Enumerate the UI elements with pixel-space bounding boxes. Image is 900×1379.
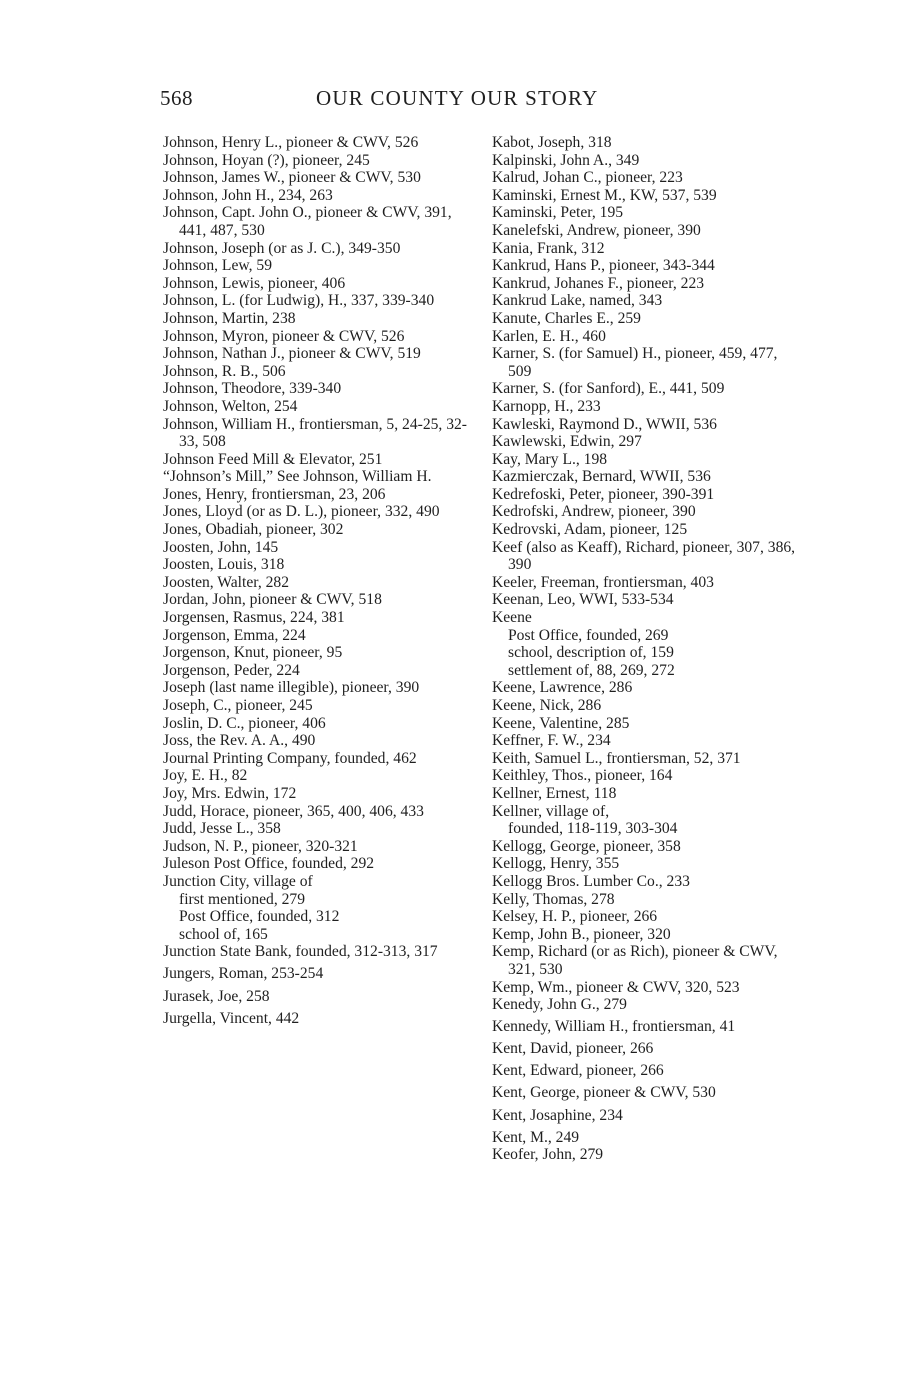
index-entry: Kanute, Charles E., 259 [492, 309, 641, 327]
index-entry: Keene, Lawrence, 286 [492, 679, 633, 697]
index-entry: Johnson, Nathan J., pioneer & CWV, 519 [163, 345, 421, 363]
index-entry: Keene [492, 609, 532, 627]
index-entry: Joosten, Walter, 282 [163, 573, 290, 591]
index-entry: Johnson Feed Mill & Elevator, 251 [163, 450, 383, 468]
index-entry: Kanelefski, Andrew, pioneer, 390 [492, 221, 701, 239]
index-entry: Karner, S. (for Sanford), E., 441, 509 [492, 380, 725, 398]
index-entry: Jorgenson, Peder, 224 [163, 661, 300, 679]
index-entry: Kent, M., 249 [492, 1128, 580, 1146]
index-subentry: founded, 118-119, 303-304 [508, 820, 678, 838]
index-entry: Johnson, John H., 234, 263 [163, 186, 333, 204]
index-entry: Johnson, Lew, 59 [163, 257, 273, 275]
index-entry: Kenedy, John G., 279 [492, 996, 627, 1014]
index-entry: Karlen, E. H., 460 [492, 327, 606, 345]
index-entry: Joseph, C., pioneer, 245 [163, 697, 313, 714]
index-entry: Jorgenson, Emma, 224 [163, 626, 306, 644]
index-entry: Keene, Valentine, 285 [492, 714, 630, 732]
index-entry: Kaminski, Peter, 195 [492, 204, 624, 222]
index-entry: Kankrud Lake, named, 343 [492, 292, 663, 310]
index-entry: Keef (also as Keaff), Richard, pioneer, 307, 386, 390 [492, 538, 796, 574]
index-entry: Jungers, Roman, 253-254 [163, 965, 324, 983]
index-entry: Joy, E. H., 82 [163, 767, 248, 785]
page-number: 568 [160, 86, 193, 110]
index-entry: Johnson, James W., pioneer & CWV, 530 [163, 169, 421, 187]
index-entry: Judd, Horace, pioneer, 365, 400, 406, 433 [163, 802, 424, 820]
index-entry: Keofer, John, 279 [492, 1146, 604, 1164]
index-entry: Kellner, village of, [492, 802, 610, 820]
index-entry: Kankrud, Hans P., pioneer, 343-344 [492, 257, 715, 275]
index-subentry: first mentioned, 279 [179, 890, 306, 908]
index-entry: Kedrofski, Andrew, pioneer, 390 [492, 503, 696, 521]
index-entry: Johnson, Welton, 254 [163, 397, 298, 415]
index-entry: Junction City, village of [163, 872, 313, 890]
index-subentry: school, description of, 159 [508, 644, 674, 662]
index-entry: Jones, Lloyd (or as D. L.), pioneer, 332, 490 [163, 503, 440, 521]
index-entry: Johnson, Theodore, 339-340 [163, 380, 342, 398]
index-entry: Kennedy, William H., frontiersman, 41 [492, 1018, 736, 1036]
index-entry: Johnson, Lewis, pioneer, 406 [163, 274, 346, 292]
index-entry: “Johnson’s Mill,” See Johnson, William H. [163, 468, 432, 486]
index-entry: Jurgella, Vincent, 442 [163, 1009, 300, 1027]
index-entry: Junction State Bank, founded, 312-313, 317 [163, 943, 438, 961]
index-entry: Kellogg Bros. Lumber Co., 233 [492, 872, 690, 890]
index-entry: Jordan, John, pioneer & CWV, 518 [163, 591, 382, 609]
index-entry: Keene, Nick, 286 [492, 697, 602, 714]
index-entry: Joosten, John, 145 [163, 538, 279, 556]
index-entry: Kellogg, Henry, 355 [492, 855, 620, 873]
index-entry: Joslin, D. C., pioneer, 406 [163, 714, 326, 732]
index-entry: Kedrovski, Adam, pioneer, 125 [492, 521, 688, 539]
index-entry: Keithley, Thos., pioneer, 164 [492, 767, 673, 785]
index-entry: Juleson Post Office, founded, 292 [163, 855, 375, 873]
index-entry: Kabot, Joseph, 318 [492, 134, 612, 151]
index-entry: Judson, N. P., pioneer, 320-321 [163, 837, 358, 855]
index-entry: Kaminski, Ernest M., KW, 537, 539 [492, 186, 717, 204]
index-entry: Kawleski, Raymond D., WWII, 536 [492, 415, 717, 433]
index-entry: Kemp, Wm., pioneer & CWV, 320, 523 [492, 978, 740, 996]
index-entry: Johnson, William H., frontiersman, 5, 24-25, 32-33, 508 [163, 415, 467, 451]
index-entry: Kalrud, Johan C., pioneer, 223 [492, 169, 683, 187]
index-entry: Kemp, John B., pioneer, 320 [492, 925, 671, 943]
index-column-left [163, 134, 473, 1027]
index-entry: Kalpinski, John A., 349 [492, 151, 640, 169]
index-column-right [492, 134, 802, 1164]
index-subentry: settlement of, 88, 269, 272 [508, 661, 675, 679]
index-entry: Kellner, Ernest, 118 [492, 784, 617, 802]
index-entry: Johnson, Myron, pioneer & CWV, 526 [163, 327, 405, 345]
index-entry: Johnson, Joseph (or as J. C.), 349-350 [163, 239, 401, 257]
index-entry: Jones, Henry, frontiersman, 23, 206 [163, 485, 386, 503]
index-entry: Kania, Frank, 312 [492, 239, 605, 257]
index-entry: Jorgensen, Rasmus, 224, 381 [163, 609, 345, 627]
index-entry: Keeler, Freeman, frontiersman, 403 [492, 573, 714, 591]
index-entry: Joseph (last name illegible), pioneer, 390 [163, 679, 420, 697]
index-entry: Kemp, Richard (or as Rich), pioneer & CWV, 321, 530 [492, 943, 778, 978]
index-entry: Judd, Jesse L., 358 [163, 820, 281, 838]
index-entry: Kellogg, George, pioneer, 358 [492, 837, 681, 855]
index-subentry: Post Office, founded, 269 [508, 626, 669, 644]
index-entry: Jorgenson, Knut, pioneer, 95 [163, 644, 343, 662]
index-entry: Jurasek, Joe, 258 [163, 987, 270, 1005]
index-entry: Kazmierczak, Bernard, WWII, 536 [492, 468, 711, 486]
index-entry: Kankrud, Johanes F., pioneer, 223 [492, 274, 705, 292]
index-entry: Joosten, Louis, 318 [163, 556, 285, 574]
index-entry: Kelsey, H. P., pioneer, 266 [492, 908, 658, 926]
index-entry: Keith, Samuel L., frontiersman, 52, 371 [492, 749, 741, 767]
index-entry: Kent, David, pioneer, 266 [492, 1040, 654, 1058]
index-entry: Kent, George, pioneer & CWV, 530 [492, 1084, 716, 1102]
index-subentry: Post Office, founded, 312 [179, 908, 340, 926]
index-entry: Johnson, Hoyan (?), pioneer, 245 [163, 151, 370, 169]
index-subentry: school of, 165 [179, 925, 268, 943]
running-head: OUR COUNTY OUR STORY [316, 86, 599, 110]
index-entry: Johnson, Capt. John O., pioneer & CWV, 391, 441, 487, 530 [163, 204, 452, 239]
index-entry: Johnson, Martin, 238 [163, 309, 296, 327]
index-entry: Johnson, R. B., 506 [163, 362, 286, 380]
index-entry: Kent, Josaphine, 234 [492, 1106, 623, 1124]
index-entry: Kelly, Thomas, 278 [492, 890, 615, 908]
index-entry: Kedrefoski, Peter, pioneer, 390-391 [492, 485, 715, 503]
index-entry: Kawlewski, Edwin, 297 [492, 433, 642, 451]
index-entry: Joy, Mrs. Edwin, 172 [163, 784, 297, 802]
index-entry: Johnson, L. (for Ludwig), H., 337, 339-340 [163, 292, 435, 310]
index-entry: Keenan, Leo, WWI, 533-534 [492, 591, 674, 609]
index-entry: Journal Printing Company, founded, 462 [163, 749, 417, 767]
index-entry: Kent, Edward, pioneer, 266 [492, 1062, 664, 1080]
index-entry: Kay, Mary L., 198 [492, 450, 608, 468]
index-entry: Joss, the Rev. A. A., 490 [163, 732, 316, 750]
index-entry: Karnopp, H., 233 [492, 397, 601, 415]
index-entry: Keffner, F. W., 234 [492, 732, 611, 750]
index-entry: Karner, S. (for Samuel) H., pioneer, 459, 477, 509 [492, 345, 778, 380]
index-entry: Johnson, Henry L., pioneer & CWV, 526 [163, 134, 419, 151]
index-entry: Jones, Obadiah, pioneer, 302 [163, 521, 344, 539]
